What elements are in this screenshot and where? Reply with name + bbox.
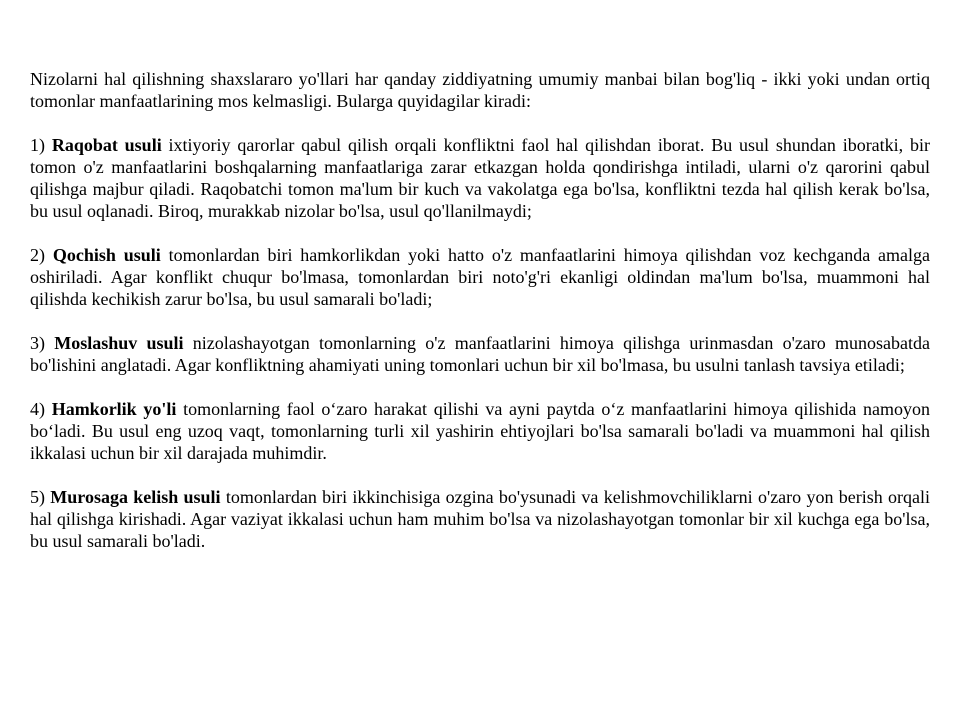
method-description: ixtiyoriy qarorlar qabul qilish orqali konfliktni faol hal qilishdan iborat. Bu usul shundan iboratki, bir tomon o'z manfaatlarini boshqalarning manfaatlariga zarar etkazgan holda qondirishga intiladi, ularni o'z qarorini qabul qilishga majbur qiladi. Raqobatchi tomon ma'lum bir kuch va vakolatga ega bo'lsa, konfliktni tezda hal qilish kerak bo'lsa, bu usul oqlanadi. Biroq, murakkab nizolar bo'lsa, usul qo'llanilmaydi;	[30, 135, 930, 221]
method-name: Qochish usuli	[52, 245, 161, 265]
method-paragraph-2	[30, 244, 930, 310]
method-description: nizolashayotgan tomonlarning o'z manfaatlarini himoya qilishga urinmasdan o'zaro munosabatda bo'lishini anglatadi. Agar konfliktning ahamiyati uning tomonlari uchun bir xil bo'lmasa, bu usulni tanlash tavsiya etiladi;	[30, 333, 931, 375]
method-list	[30, 134, 930, 552]
intro-paragraph: Nizolarni hal qilishning shaxslararo yo'llari har qanday ziddiyatning umumiy manbai bilan bog'liq - ikki yoki undan ortiq tomonlar manfaatlarining mos kelmasligi. Bularga quyidagilar kiradi:	[30, 69, 930, 111]
method-description: tomonlardan biri ikkinchisiga ozgina bo'ysunadi va kelishmovchiliklarni o'zaro yon berish orqali hal qilishga kirishadi. Agar vaziyat ikkalasi uchun ham muhim bo'lsa va nizolashayotgan tomonlar bir xil kuchga ega bo'lsa, bu usul samarali bo'ladi.	[30, 487, 930, 551]
method-number: 2)	[30, 245, 45, 265]
method-paragraph-5	[30, 486, 930, 552]
method-name: Hamkorlik yo'li	[51, 399, 177, 419]
method-description: tomonlarning faol o‘zaro harakat qilishi va ayni paytda o‘z manfaatlarini himoya qilishida namoyon bo‘ladi. Bu usul eng uzoq vaqt, tomonlarning turli xil yashirin ehtiyojlari bo'lsa samarali bo'ladi va muammoni hal qilish ikkalasi uchun bir xil darajada muhimdir.	[30, 399, 931, 463]
method-paragraph-1	[30, 134, 930, 222]
method-number: 5)	[30, 487, 45, 507]
method-name: Raqobat usuli	[51, 135, 162, 155]
method-description: tomonlardan biri hamkorlikdan yoki hatto o'z manfaatlarini himoya qilishdan voz kechganda amalga oshiriladi. Agar konflikt chuqur bo'lmasa, tomonlardan biri noto'g'ri ekanligi oldindan ma'lum bo'lsa, muammoni hal qilishda kechikish zarur bo'lsa, bu usul samarali bo'ladi;	[30, 245, 931, 309]
method-paragraph-3	[30, 332, 930, 376]
method-name: Murosaga kelish usuli	[50, 487, 221, 507]
method-paragraph-4	[30, 398, 930, 464]
method-number: 4)	[30, 399, 45, 419]
method-number: 1)	[30, 135, 45, 155]
method-name: Moslashuv usuli	[54, 333, 184, 353]
method-number: 3)	[30, 333, 45, 353]
